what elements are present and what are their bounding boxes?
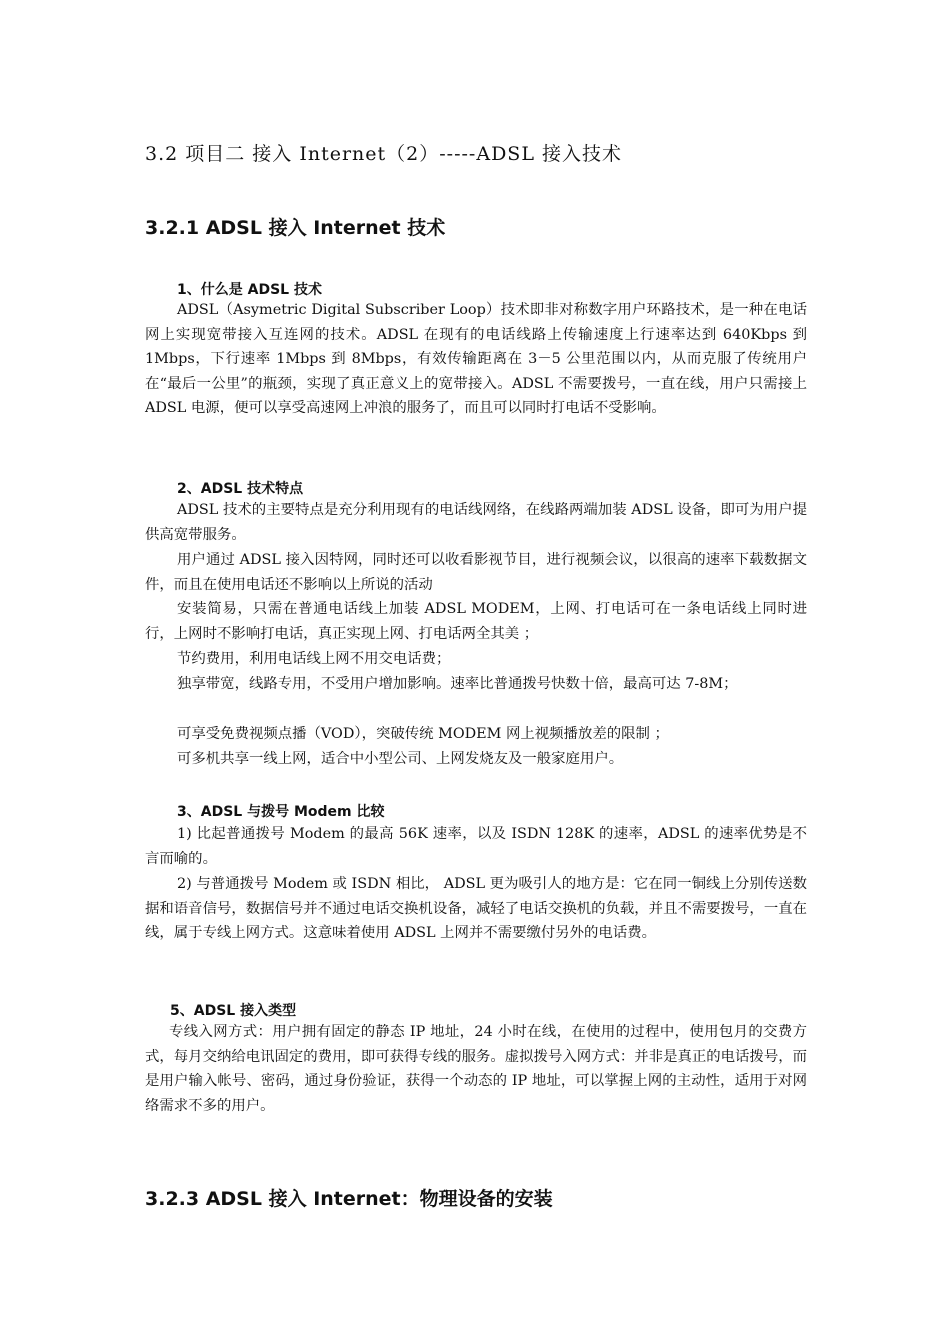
subheading-adsl-features: 2、ADSL 技术特点	[177, 481, 304, 497]
subheading-what-is-adsl: 1、什么是 ADSL 技术	[177, 282, 322, 298]
paragraph-feature-internet: 用户通过 ADSL 接入因特网，同时还可以收看影视节目，进行视频会议，以很高的速率下载数据文件，而且在使用电话还不影响以上所说的活动	[145, 552, 807, 593]
subheading-adsl-types: 5、ADSL 接入类型	[170, 1003, 297, 1019]
paragraph-feature-bandwidth: 独享带宽，线路专用，不受用户增加影响。速率比普通拨号快数十倍，最高可达 7-8M；	[177, 676, 738, 692]
subheading-adsl-vs-modem: 3、ADSL 与拨号 Modem 比较	[177, 804, 385, 820]
paragraph-adsl-types: 专线入网方式：用户拥有固定的静态 IP 地址，24 小时在线，在使用的过程中，使用包月的交费方式，每月交纳给电讯固定的费用，即可获得专线的服务。虚拟拨号入网方式：并非是真正的电话拨号，而是用户输入帐号、密码，通过身份验证，获得一个动态的 IP 地址，可以掌握上网的主动性，适用于对网络需求不多的用户。	[145, 1024, 807, 1114]
paragraph-adsl-definition: ADSL（Asymetric Digital Subscriber Loop）技术即非对称数字用户环路技术，是一种在电话网上实现宽带接入互连网的技术。ADSL 在现有的电话线路上传输速度上行速率达到 640Kbps 到 1Mbps，下行速率 1Mbps 到 8Mbps，有效传输距离在 3－5 公里范围以内，从而克服了传统用户在“最后一公里”的瓶颈，实现了真正意义上的宽带接入。ADSL 不需要拨号，一直在线，用户只需接上 ADSL 电源，便可以享受高速网上冲浪的服务了，而且可以同时打电话不受影响。	[145, 302, 807, 417]
section-heading-3-2-3: 3.2.3 ADSL 接入 Internet：物理设备的安装	[145, 1188, 553, 1210]
paragraph-compare-line: 2) 与普通拨号 Modem 或 ISDN 相比， ADSL 更为吸引人的地方是：它在同一铜线上分别传送数据和语音信号，数据信号并不通过电话交换机设备，减轻了电话交换机的负载，并且不需要拨号，一直在线，属于专线上网方式。这意味着使用 ADSL 上网并不需要缴付另外的电话费。	[145, 876, 807, 942]
paragraph-feature-vod: 可享受免费视频点播（VOD），突破传统 MODEM 网上视频播放差的限制 ；	[177, 726, 669, 742]
paragraph-feature-cost: 节约费用，利用电话线上网不用交电话费；	[177, 651, 451, 667]
paragraph-feature-install: 安装简易，只需在普通电话线上加装 ADSL MODEM，上网、打电话可在一条电话线上同时进行，上网时不影响打电话，真正实现上网、打电话两全其美 ；	[145, 601, 807, 642]
paragraph-compare-speed: 1) 比起普通拨号 Modem 的最高 56K 速率，以及 ISDN 128K 的速率，ADSL 的速率优势是不言而喻的。	[145, 826, 807, 867]
paragraph-feature-main: ADSL 技术的主要特点是充分利用现有的电话线网络，在线路两端加装 ADSL 设备，即可为用户提供高宽带服务。	[145, 502, 807, 543]
document-title: 3.2 项目二 接入 Internet（2）-----ADSL 接入技术	[145, 143, 622, 165]
paragraph-feature-sharing: 可多机共享一线上网，适合中小型公司、上网发烧友及一般家庭用户。	[177, 751, 624, 767]
section-heading-3-2-1: 3.2.1 ADSL 接入 Internet 技术	[145, 217, 446, 239]
